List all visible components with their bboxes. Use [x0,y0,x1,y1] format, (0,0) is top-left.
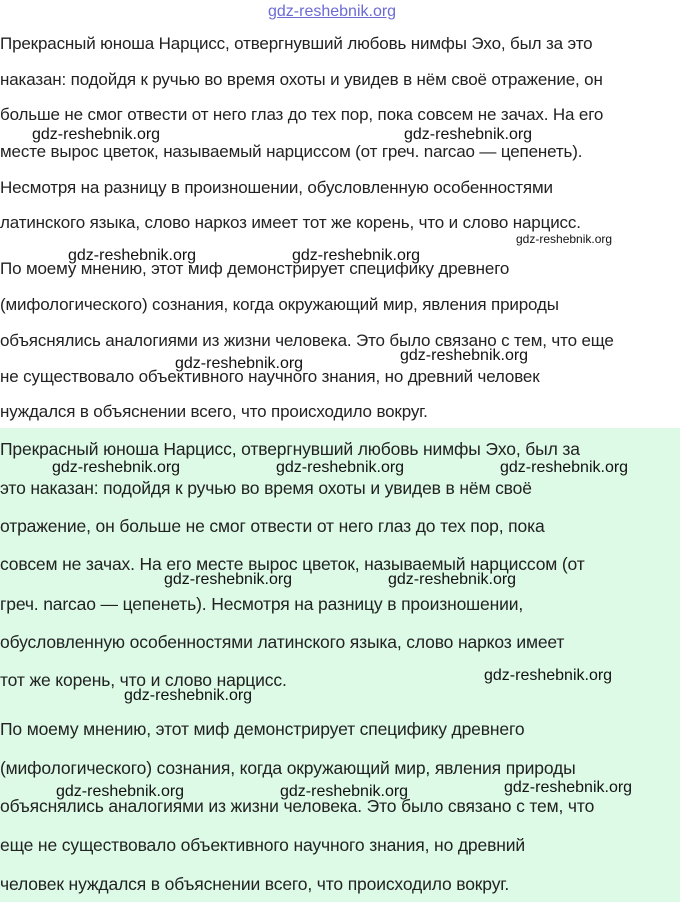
watermark: gdz-reshebnik.org [500,459,629,476]
paragraph-line: совсем не зачах. На его месте вырос цветок, называемый нарциссом (от [0,554,585,574]
watermark: gdz-reshebnik.org [52,459,181,476]
watermark: gdz-reshebnik.org [388,571,517,588]
watermark: gdz-reshebnik.org [175,355,304,372]
paragraph-line: тот же корень, что и слово нарцисс. [0,670,287,690]
paragraph-line: еще не существовало объективного научного знания, но древний [0,835,525,855]
header-link[interactable]: gdz-reshebnik.org [268,3,397,20]
paragraph-line: Несмотря на разницу в произношении, обусловленную особенностями [0,178,553,197]
paragraph-line: месте вырос цветок, называемый нарциссом (от греч. narcao — цепенеть). [0,142,583,161]
paragraph-line: это наказан: подойдя к ручью во время охоты и увидев в нём своё [0,478,532,498]
paragraph-line: По моему мнению, этот миф демонстрирует специфику древнего [0,259,510,278]
paragraph-line: (мифологического) сознания, когда окружающий мир, явления природы [0,295,559,314]
watermark: gdz-reshebnik.org [400,347,529,364]
watermark: gdz-reshebnik.org [504,779,633,796]
paragraph-line: больше не смог отвести от него глаз до тех пор, пока совсем не зачах. На его [0,105,604,124]
watermark: gdz-reshebnik.org [124,687,253,704]
text-block-highlighted [0,428,680,902]
paragraph-line: (мифологического) сознания, когда окружающий мир, явления природы [0,758,576,778]
watermark: gdz-reshebnik.org [276,459,405,476]
paragraph-line: отражение, он больше не смог отвести от него глаз до тех пор, пока [0,516,545,536]
paragraph-line: латинского языка, слово наркоз имеет тот же корень, что и слово нарцисс. [0,213,581,232]
paragraph-line: человек нуждался в объяснении всего, что происходило вокруг. [0,874,510,894]
watermark: gdz-reshebnik.org [56,783,185,800]
watermark: gdz-reshebnik.org [292,247,421,264]
paragraph-line: По моему мнению, этот миф демонстрирует специфику древнего [0,719,525,739]
watermark: gdz-reshebnik.org [516,232,613,246]
paragraph-line: объяснялись аналогиями из жизни человека. Это было связано с тем, что еще [0,331,614,350]
watermark: gdz-reshebnik.org [32,126,161,143]
paragraph-line: объяснялись аналогиями из жизни человека. Это было связано с тем, что [0,796,595,816]
paragraph-line: обусловленную особенностями латинского языка, слово наркоз имеет [0,632,565,652]
paragraph-line: не существовало объективного научного знания, но древний человек [0,367,540,386]
paragraph-line: греч. narcao — цепенеть). Несмотря на разницу в произношении, [0,594,524,614]
paragraph-line: Прекрасный юноша Нарцисс, отвергнувший любовь нимфы Эхо, был за это [0,34,593,53]
watermark: gdz-reshebnik.org [280,783,409,800]
paragraph-line: Прекрасный юноша Нарцисс, отвергнувший любовь нимфы Эхо, был за [0,439,580,459]
paragraph-line: наказан: подойдя к ручью во время охоты и увидев в нём своё отражение, он [0,70,603,89]
watermark: gdz-reshebnik.org [68,247,197,264]
watermark: gdz-reshebnik.org [164,571,293,588]
paragraph-line: нуждался в объяснении всего, что происходило вокруг. [0,402,428,421]
watermark: gdz-reshebnik.org [484,667,613,684]
watermark: gdz-reshebnik.org [404,126,533,143]
